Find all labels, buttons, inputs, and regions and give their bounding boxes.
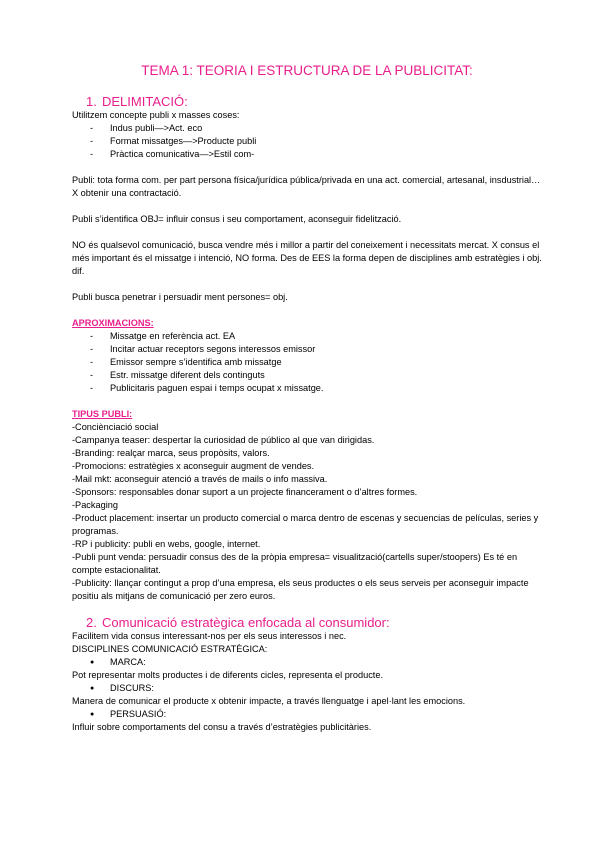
- list-item: - Missatge en referència act. EA: [72, 330, 542, 343]
- discipline-persuasio: [72, 708, 542, 721]
- discipline-discurs: [72, 682, 542, 695]
- paragraph-publi-definition: Publi: tota forma com. per part persona física/jurídica pública/privada en una act. comercial, artesanal, insdustrial…X obtenir una contractació.: [72, 175, 541, 198]
- list-item: -Promocions: estratègies x aconseguir augment de vendes.: [72, 461, 315, 471]
- list-item: -Publicity: llançar contingut a prop d’una empresa, els seus productes o els seus serveis per aconseguir impacte positiu als mitjans de comunicació per zero euros.: [72, 578, 529, 601]
- section-2-intro: Facilitem vida consus interessant-nos per els seus interessos i nec.: [72, 631, 347, 641]
- list-item: -Mail mkt: aconseguir atenció a través de mails o info massiva.: [72, 474, 328, 484]
- list-item: -Sponsors: responsables donar suport a un projecte financerament o d’altres formes.: [72, 487, 418, 497]
- discipline-marca: [72, 656, 542, 669]
- discipline-label: ● MARCA:: [72, 656, 542, 669]
- discipline-label: ● PERSUASIÓ:: [72, 708, 542, 721]
- discipline-text: Influir sobre comportaments del consu a través d’estratègies publicitàries.: [72, 722, 372, 732]
- section-1-intro: Utilitzem concepte publi x masses coses:: [72, 110, 240, 120]
- discipline-text: Pot representar molts productes i de diferents cicles, representa el producte.: [72, 670, 384, 680]
- list-item: -Campanya teaser: despertar la curiosidad de público al que van dirigidas.: [72, 435, 375, 445]
- section-1-list: [72, 122, 542, 161]
- list-item: -Conciènciació social: [72, 422, 159, 432]
- paragraph-persuade: Publi busca penetrar i persuadir ment persones= obj.: [72, 292, 288, 302]
- list-item: - Indus publi—>Act. eco: [72, 122, 542, 135]
- list-item: -Branding: realçar marca, seus propòsits, valors.: [72, 448, 270, 458]
- list-item: -Packaging: [72, 500, 118, 510]
- tipus-list: [72, 421, 542, 603]
- tipus-heading: TIPUS PUBLI:: [72, 409, 133, 419]
- section-1-heading: [86, 95, 542, 108]
- document-title: TEMA 1: TEORIA I ESTRUCTURA DE LA PUBLICITAT:: [141, 63, 473, 78]
- aproximacions-list: [72, 330, 542, 395]
- section-1-title: DELIMITACIÓ:: [102, 94, 188, 109]
- list-item: -Publi punt venda: persuadir consus des de la pròpia empresa= visualització(cartells super/stoopers) Es té en compte estacionalitat.: [72, 552, 518, 575]
- list-item: - Format missatges—>Producte publi: [72, 135, 542, 148]
- list-item: -RP i publicity: publi en webs, google, internet.: [72, 539, 261, 549]
- disciplines-subheading: DISCIPLINES COMUNICACIÓ ESTRATÈGICA:: [72, 644, 268, 654]
- paragraph-communication: NO és qualsevol comunicació, busca vendre més i millor a partir del coneixement i necessitats mercat. X consus el més important és el missatge i intenció, NO forma. Des de EES la forma depen de disciplines amb estratègies i obj. dif.: [72, 240, 542, 276]
- section-2-heading: [86, 616, 542, 629]
- list-item: - Publicitaris paguen espai i temps ocupat x missatge.: [72, 382, 542, 395]
- section-2-title: Comunicació estratègica enfocada al consumidor:: [102, 615, 390, 630]
- discipline-text: Manera de comunicar el producte x obtenir impacte, a través llenguatge i apel·lant les emocions.: [72, 696, 466, 706]
- paragraph-publi-objective: Publi s’identifica OBJ= influir consus i seu comportament, aconseguir fidelització.: [72, 214, 402, 224]
- list-item: - Incitar actuar receptors segons interessos emissor: [72, 343, 542, 356]
- aproximacions-heading: APROXIMACIONS:: [72, 318, 154, 328]
- document-page: [72, 64, 542, 734]
- section-2-number: 2.: [86, 615, 97, 630]
- list-item: - Emissor sempre s’identifica amb missatge: [72, 356, 542, 369]
- list-item: -Product placement: insertar un producto comercial o marca dentro de escenas y secuencias de películas, series y programas.: [72, 513, 539, 536]
- list-item: - Estr. missatge diferent dels continguts: [72, 369, 542, 382]
- section-1-number: 1.: [86, 94, 97, 109]
- list-item: - Pràctica comunicativa—>Estil com-: [72, 148, 542, 161]
- discipline-label: ● DISCURS:: [72, 682, 542, 695]
